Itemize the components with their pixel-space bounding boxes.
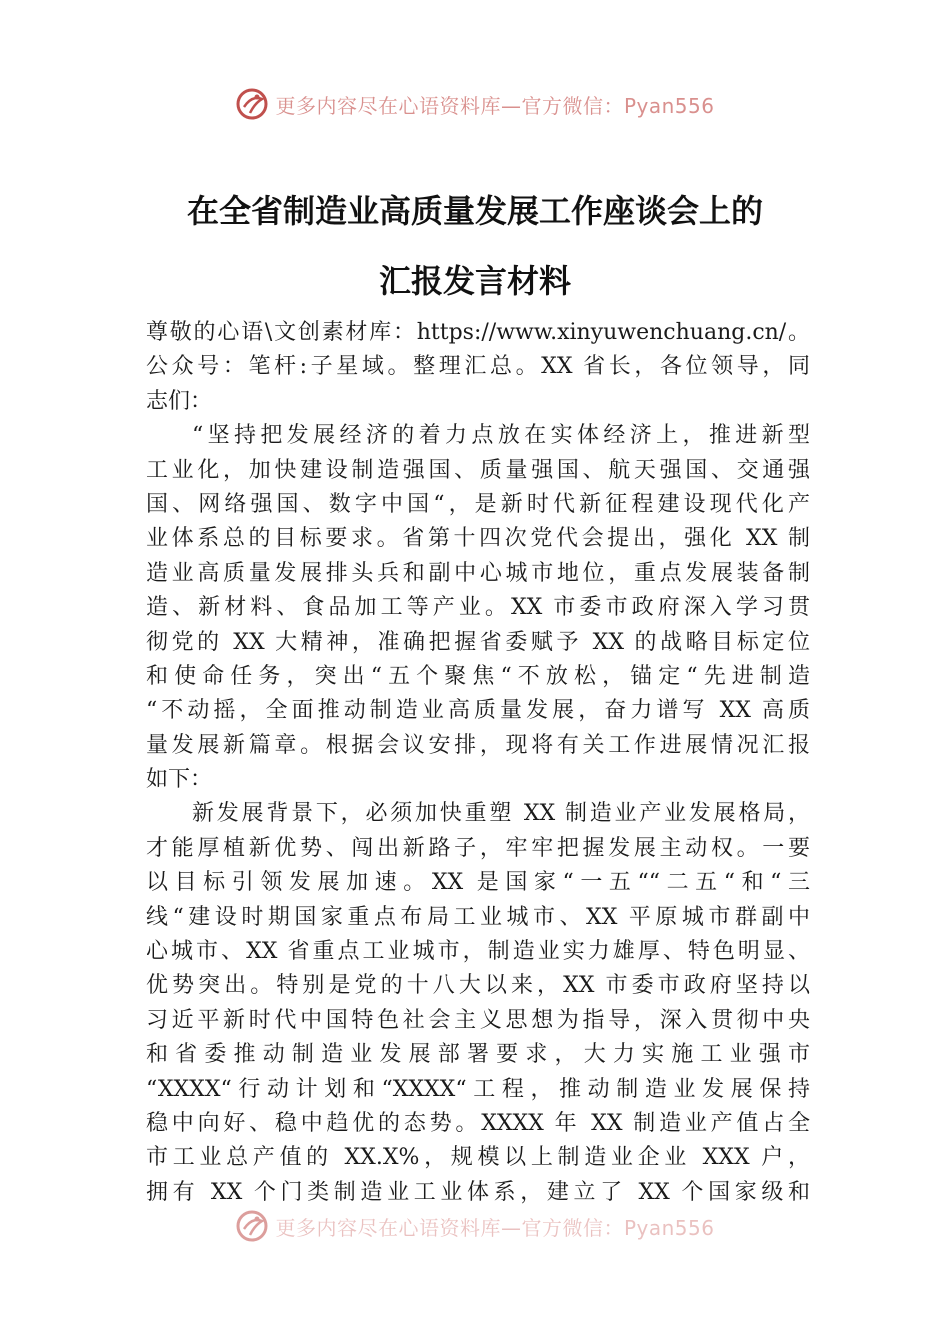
text-line: 公众号：笔杆:子星域。整理汇总。XX 省长，各位领导，同 — [146, 354, 810, 380]
text-line: 如下： — [146, 767, 213, 793]
text-line: 国、网络强国、数字中国“，是新时代新征程建设现代化产 — [146, 491, 810, 517]
text-line: 造、新材料、食品加工等产业。XX 市委市政府深入学习贯 — [146, 595, 810, 621]
brand-logo-icon — [235, 87, 269, 121]
text-line: 和使命任务，突出“五个聚焦“不放松，锚定“先进制造 — [146, 663, 810, 689]
document-body — [146, 316, 810, 1210]
brand-logo-icon — [235, 1209, 269, 1243]
text-line: 新发展背景下，必须加快重塑 XX 制造业产业发展格局， — [192, 801, 810, 827]
document-title-line-2: 汇报发言材料 — [378, 262, 571, 300]
text-line: 彻党的 XX 大精神，准确把握省委赋予 XX 的战略目标定位 — [146, 629, 810, 655]
document-title-line-1: 在全省制造业高质量发展工作座谈会上的 — [186, 192, 763, 230]
text-line: 尊敬的心语\文创素材库：https://www.xinyuwenchuang.cn/。 — [146, 320, 810, 345]
text-line: 优势突出。特别是党的十八大以来，XX 市委市政府坚持以 — [146, 973, 810, 999]
paragraph-intro — [146, 419, 810, 797]
watermark-text: 更多内容尽在心语资料库—官方微信：Pyan556 — [275, 1215, 715, 1240]
text-line: 习近平新时代中国特色社会主义思想为指导，深入贯彻中央 — [146, 1007, 810, 1033]
text-line: 和省委推动制造业发展部署要求，大力实施工业强市 — [146, 1042, 810, 1068]
footer-watermark — [0, 1206, 950, 1246]
text-line: 心城市、XX 省重点工业城市，制造业实力雄厚、特色明显、 — [146, 939, 810, 965]
header-watermark — [0, 84, 950, 124]
text-line: 量发展新篇章。根据会议安排，现将有关工作进展情况汇报 — [146, 732, 810, 758]
text-line: 志们： — [146, 388, 213, 414]
text-line: 造业高质量发展排头兵和副中心城市地位，重点发展装备制 — [146, 560, 810, 586]
paragraph-greeting — [146, 316, 810, 419]
text-line: 拥有 XX 个门类制造业工业体系，建立了 XX 个国家级和 — [146, 1179, 810, 1205]
paragraph-background — [146, 797, 810, 1210]
text-line: 市工业总产值的 XX.X%，规模以上制造业企业 XXX 户， — [146, 1145, 810, 1171]
text-line: 工业化，加快建设制造强国、质量强国、航天强国、交通强 — [146, 457, 810, 483]
text-line: 稳中向好、稳中趋优的态势。XXXX 年 XX 制造业产值占全 — [146, 1110, 810, 1136]
text-line: 线“建设时期国家重点布局工业城市、XX 平原城市群副中 — [146, 904, 810, 930]
text-line: 以目标引领发展加速。XX 是国家“一五““二五“和“三 — [146, 870, 810, 896]
text-line: 才能厚植新优势、闯出新路子，牢牢把握发展主动权。一要 — [146, 835, 810, 861]
watermark-text: 更多内容尽在心语资料库—官方微信：Pyan556 — [275, 93, 715, 118]
text-line: “不动摇，全面推动制造业高质量发展，奋力谱写 XX 高质 — [146, 698, 810, 724]
text-line: “XXXX“行动计划和“XXXX“工程，推动制造业发展保持 — [146, 1076, 810, 1102]
text-line: “坚持把发展经济的着力点放在实体经济上，推进新型 — [192, 423, 810, 449]
text-line: 业体系总的目标要求。省第十四次党代会提出，强化 XX 制 — [146, 526, 810, 552]
